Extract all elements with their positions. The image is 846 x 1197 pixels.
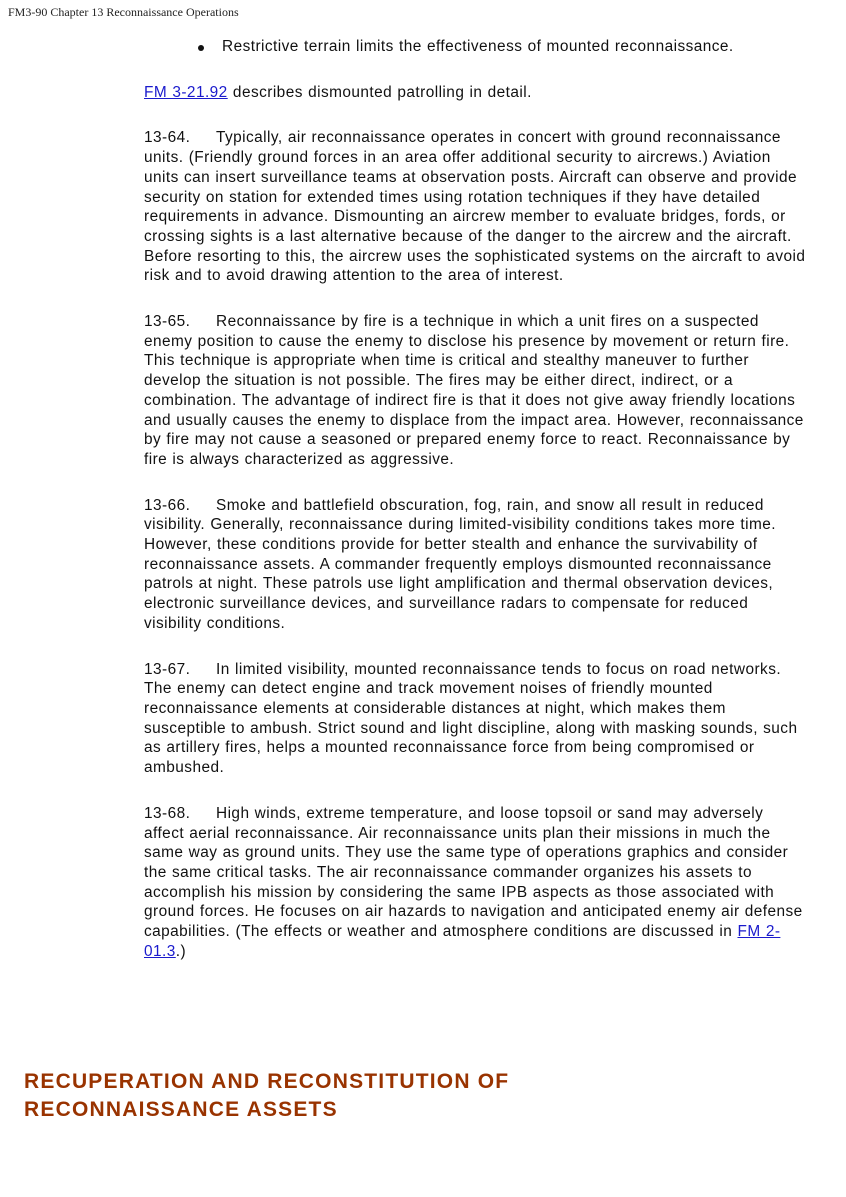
paragraph-text: Reconnaissance by fire is a technique in which a unit fires on a suspected enemy position to cause the enemy to disclose his presence by movement or return fire. This technique is appropriate when time is critical and stealthy maneuver to further develop the situation is not possible. The fires may be either direct, indirect, or a combination. The advantage of indirect fire is that it does not give away friendly locations and usually causes the enemy to displace from the impact area. However, reconnaissance by fire may not cause a seasoned or prepared enemy force to react. Reconnaissance by fire is always characterized as aggressive. (144, 313, 804, 468)
paragraph-text-end: .) (175, 942, 187, 960)
document-body (144, 37, 808, 961)
page-header: FM3-90 Chapter 13 Reconnaissance Operations (8, 5, 239, 19)
paragraph-13-65 (144, 312, 808, 470)
bullet-icon (198, 45, 204, 51)
paragraph-text: High winds, extreme temperature, and loose topsoil or sand may adversely affect aerial reconnaissance. Air reconnaissance units plan their missions in much the same way as ground units. They use the same type of operations graphics and consider the same critical tasks. The air reconnaissance commander organizes his assets to accomplish his mission by considering the same IPB aspects as those associated with ground forces. He focuses on air hazards to navigation and anticipated enemy air defense capabilities. (The effects or weather and atmosphere conditions are discussed in (144, 804, 803, 941)
paragraph-13-64 (144, 128, 808, 286)
paragraph-text: Smoke and battlefield obscuration, fog, rain, and snow all result in reduced visibility. Generally, reconnaissance during limited-visibility conditions takes more time. However, these conditions provide for better stealth and enhance the survivability of reconnaissance assets. A commander frequently employs dismounted reconnaissance patrols at night. These patrols use light amplification and thermal observation devices, electronic surveillance devices, and surveillance radars to compensate for reduced visibility conditions. (144, 496, 777, 632)
paragraph-number: 13-68. (144, 804, 191, 822)
paragraph-text: Typically, air reconnaissance operates in concert with ground reconnaissance units. (Friendly ground forces in an area offer additional security to aircrews.) Aviation units can insert surveillance teams at observation posts. Aircraft can observe and provide security on station for extended times using rotation techniques if they have detailed requirements in advance. Dismounting an aircrew member to evaluate bridges, fords, or crossing sights is a last alternative because of the danger to the aircrew and the aircraft. Before resorting to this, the aircrew uses the sophisticated systems on the aircraft to avoid risk and to avoid drawing attention to the area of interest. (144, 129, 806, 285)
paragraph-13-67 (144, 660, 808, 778)
paragraph-text: In limited visibility, mounted reconnaissance tends to focus on road networks. The enemy can detect engine and track movement noises of friendly mounted reconnaissance elements at considerable distances at night, which makes them susceptible to ambush. Strict sound and light discipline, along with masking sounds, such as artillery fires, helps a mounted reconnaissance force from being compromised or ambushed. (144, 660, 798, 777)
paragraph-13-68 (144, 804, 808, 962)
fm-3-21-92-link[interactable]: FM 3-21.92 (144, 83, 228, 101)
reference-line (144, 83, 808, 103)
section-heading: RECUPERATION AND RECONSTITUTION OF RECONNAISSANCE ASSETS (24, 1070, 510, 1121)
fm-2-01-3-link[interactable]: FM 2-01.3 (144, 923, 781, 960)
bullet-text: Restrictive terrain limits the effectiveness of mounted reconnaissance. (222, 38, 734, 55)
bullet-item (144, 37, 808, 57)
reference-text: describes dismounted patrolling in detail. (227, 83, 532, 101)
paragraph-number: 13-64. (144, 129, 191, 147)
paragraph-number: 13-67. (144, 660, 191, 678)
paragraph-13-66 (144, 496, 808, 634)
paragraph-number: 13-66. (144, 496, 191, 514)
paragraph-number: 13-65. (144, 313, 191, 331)
